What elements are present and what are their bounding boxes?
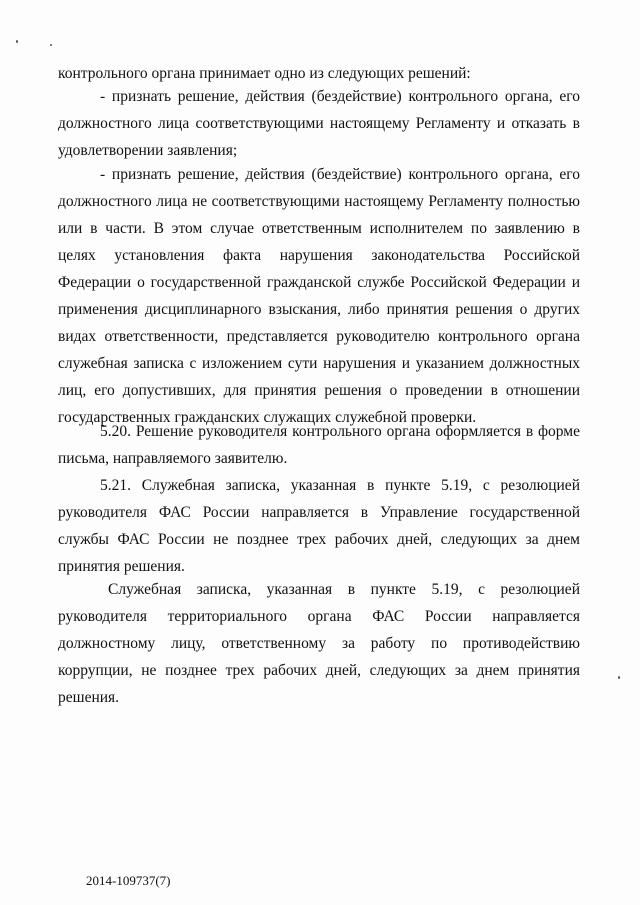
paragraph-5-21: 5.21. Служебная записка, указанная в пункте 5.19, с резолюцией руководителя ФАС России направляется в Управление государственной службы ФАС России не позднее трех рабочих дней, следующих за днем принятия решения. [58, 477, 580, 575]
document-code: 2014-109737(7) [86, 873, 171, 888]
paragraph-option-compliant: - признать решение, действия (бездействие) контрольного органа, его должностного лица соответствующими настоящему Регламенту и отказать в удовлетворении заявления; [58, 88, 580, 159]
scan-speck [16, 40, 18, 43]
paragraph-option-noncompliant: - признать решение, действия (бездействие) контрольного органа, его должностного лица не соответствующими настоящему Регламенту полностью или в части. В этом случае ответственным исполнителем по заявлению в целях установления факта нарушения законодательства Российской Федерации о государственной гражданской службе Российской Федерации и применения дисциплинарного взыскания, либо принятия решения о других видах ответственности, представляется руководителю контрольного органа служебная записка с изложением сути нарушения и указанием должностных лиц, его допустивших, для принятия решения о проведении в отношении государственных гражданских служащих служебной проверки. [58, 166, 580, 426]
scan-speck [50, 44, 52, 46]
scan-speck [618, 676, 620, 679]
paragraph-intro: контрольного органа принимает одно из следующих решений: [58, 65, 471, 82]
paragraph-5-20: 5.20. Решение руководителя контрольного органа оформляется в форме письма, направляемого заявителю. [58, 423, 580, 467]
paragraph-territorial-memo: Служебная записка, указанная в пункте 5.19, с резолюцией руководителя территориального органа ФАС России направляется должностному лицу, ответственному за работу по противодействию коррупции, не позднее трех рабочих дней, следующих за днем принятия решения. [58, 581, 580, 706]
